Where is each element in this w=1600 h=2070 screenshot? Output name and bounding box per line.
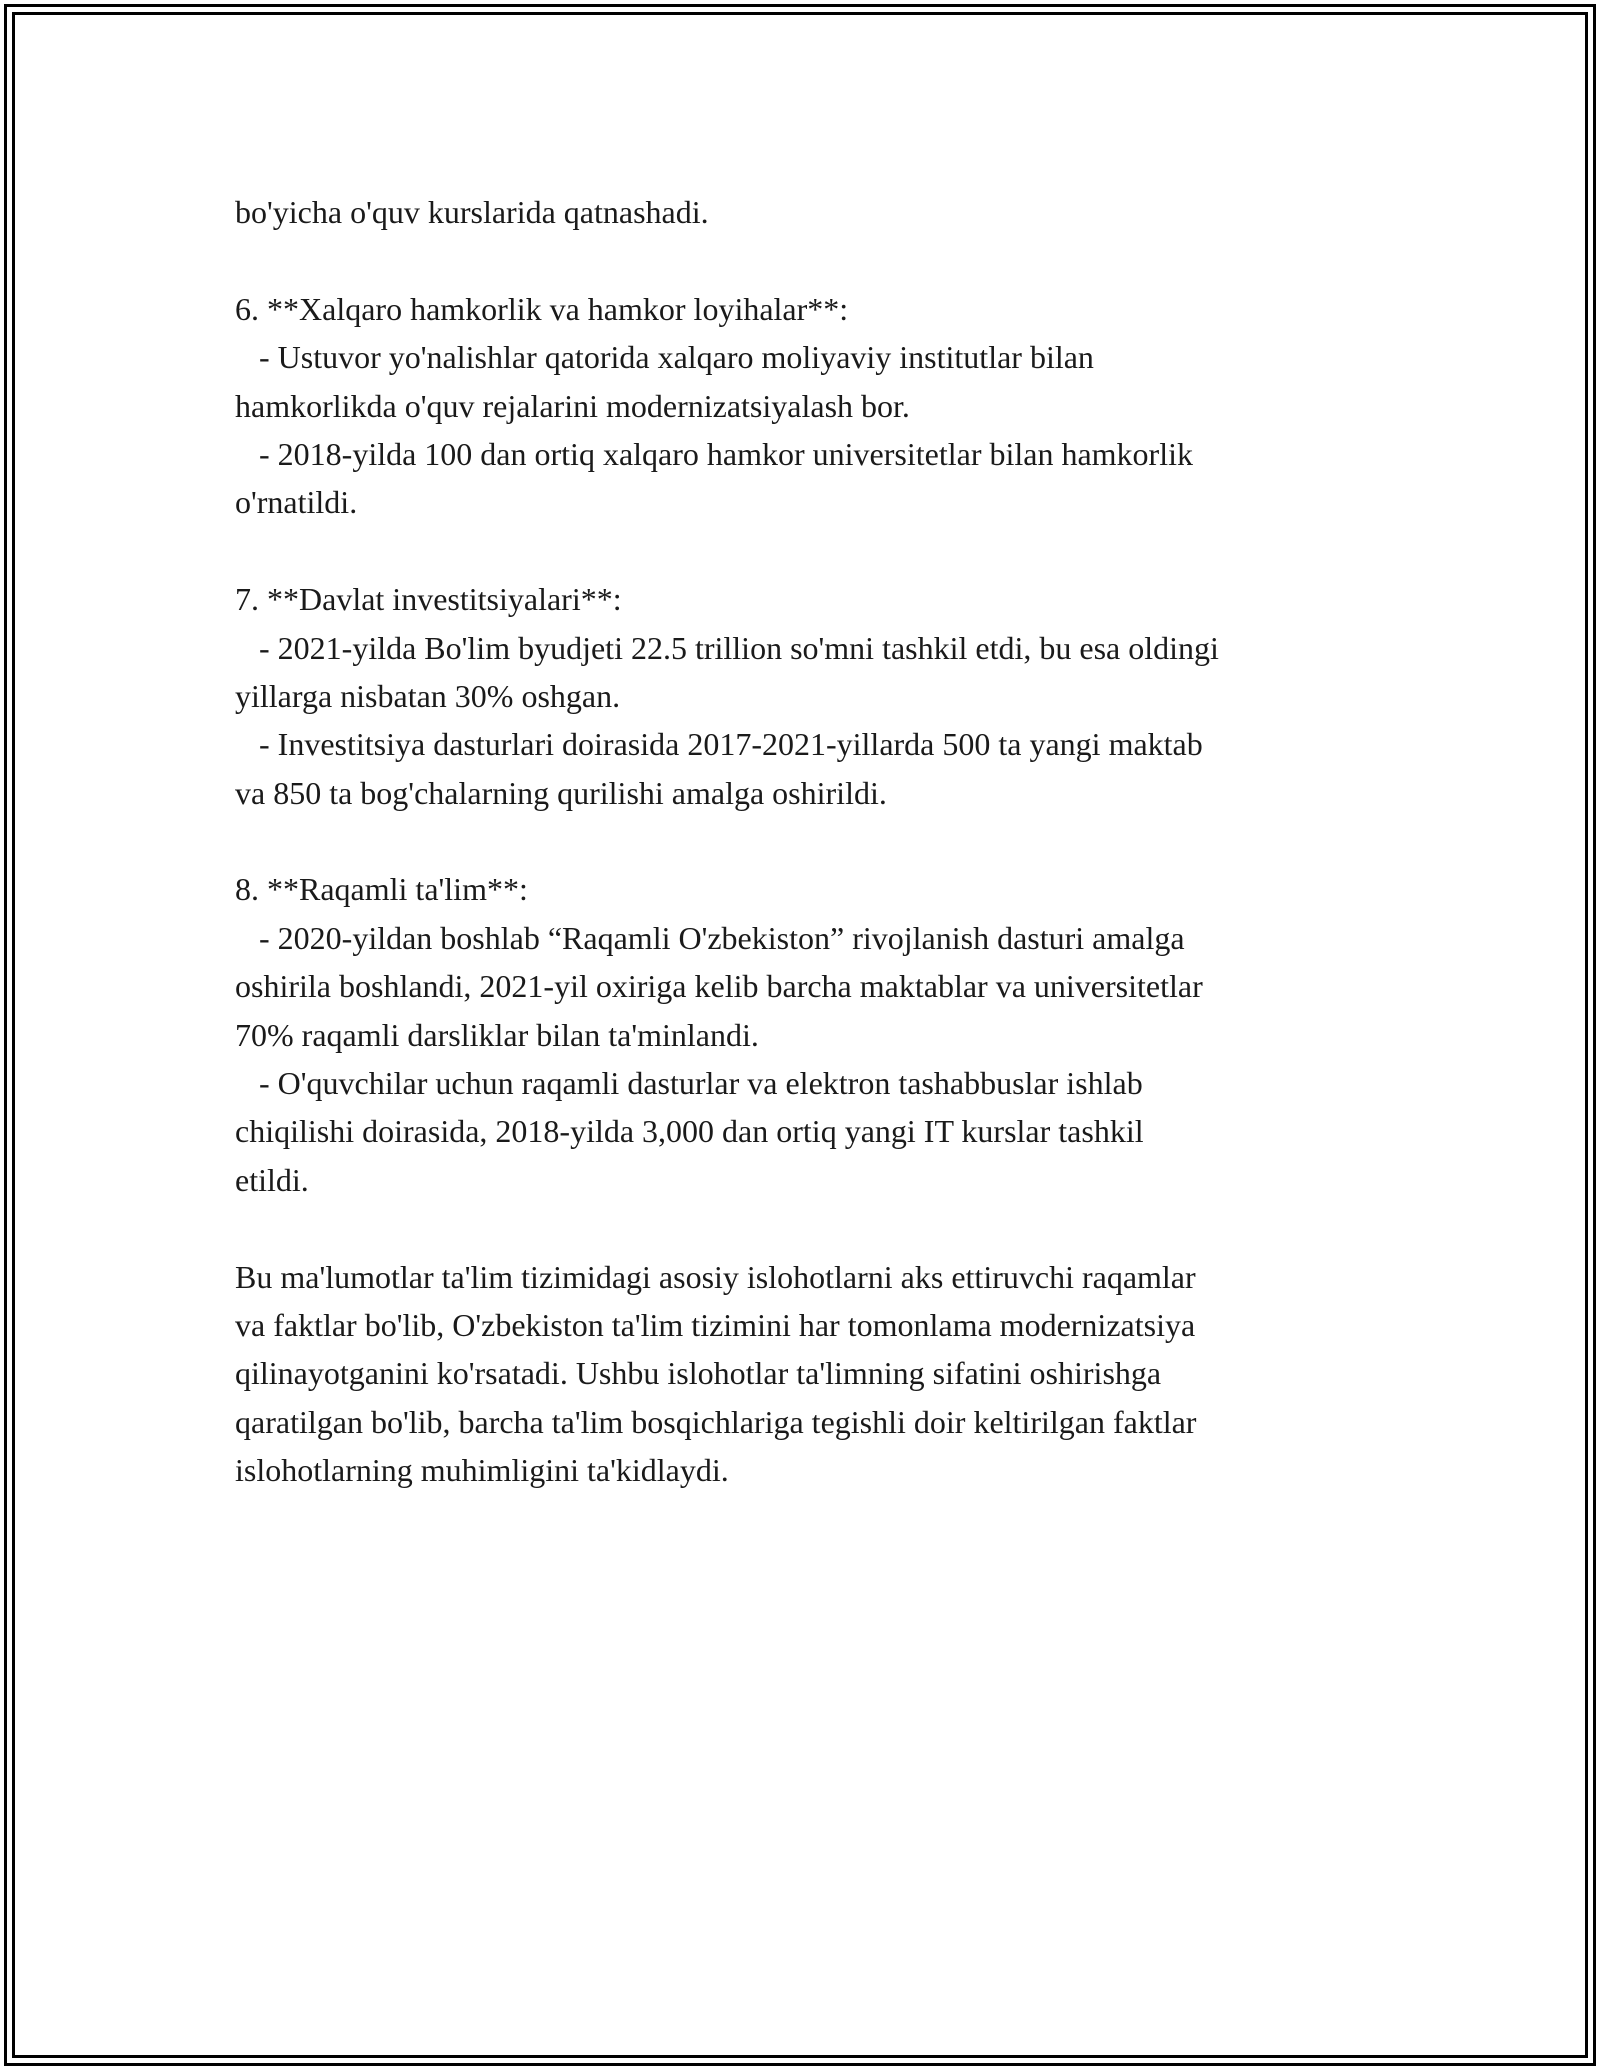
section-6-heading: 6. **Xalqaro hamkorlik va hamkor loyihalar**:: [235, 290, 849, 327]
section-8-line: - 2020-yildan boshlab “Raqamli O'zbekiston” rivojlanish dasturi amalga: [235, 919, 1185, 956]
conclusion-paragraph: [235, 1253, 1395, 1495]
section-7-line: yillarga nisbatan 30% oshgan.: [235, 677, 621, 714]
document-body: [235, 188, 1395, 1495]
spacer: [235, 1204, 1395, 1252]
section-8-line: - O'quvchilar uchun raqamli dasturlar va elektron tashabbuslar ishlab: [235, 1065, 1143, 1102]
section-7-line: - Investitsiya dasturlari doirasida 2017-2021-yillarda 500 ta yangi maktab: [235, 726, 1203, 763]
section-8-line: 70% raqamli darsliklar bilan ta'minlandi.: [235, 1016, 759, 1053]
conclusion-line: va faktlar bo'lib, O'zbekiston ta'lim tizimini har tomonlama modernizatsiya: [235, 1306, 1196, 1343]
section-7-line: va 850 ta bog'chalarning qurilishi amalga oshirildi.: [235, 774, 887, 811]
spacer: [235, 817, 1395, 865]
section-8-line: chiqilishi doirasida, 2018-yilda 3,000 dan ortiq yangi IT kurslar tashkil: [235, 1113, 1144, 1150]
section-8-line: oshirila boshlandi, 2021-yil oxiriga kelib barcha maktablar va universitetlar: [235, 968, 1203, 1005]
section-6: [235, 285, 1395, 527]
section-8-line: etildi.: [235, 1161, 309, 1198]
section-7-line: - 2021-yilda Bo'lim byudjeti 22.5 trillion so'mni tashkil etdi, bu esa oldingi: [235, 629, 1219, 666]
intro-tail-line: bo'yicha o'quv kurslarida qatnashadi.: [235, 194, 709, 230]
section-7-heading: 7. **Davlat investitsiyalari**:: [235, 581, 622, 618]
spacer: [235, 236, 1395, 284]
section-6-line: o'rnatildi.: [235, 484, 358, 521]
section-8: [235, 865, 1395, 1204]
section-6-line: - Ustuvor yo'nalishlar qatorida xalqaro moliyaviy institutlar bilan: [235, 339, 1094, 376]
section-6-line: - 2018-yilda 100 dan ortiq xalqaro hamkor universitetlar bilan hamkorlik: [235, 435, 1193, 472]
spacer: [235, 527, 1395, 575]
conclusion-line: qaratilgan bo'lib, barcha ta'lim bosqichlariga tegishli doir keltirilgan faktlar: [235, 1403, 1197, 1440]
conclusion-line: islohotlarning muhimligini ta'kidlaydi.: [235, 1452, 729, 1489]
conclusion-line: qilinayotganini ko'rsatadi. Ushbu islohotlar ta'limning sifatini oshirishga: [235, 1355, 1162, 1392]
section-8-heading: 8. **Raqamli ta'lim**:: [235, 871, 528, 908]
section-7: [235, 575, 1395, 817]
conclusion-line: Bu ma'lumotlar ta'lim tizimidagi asosiy islohotlarni aks ettiruvchi raqamlar: [235, 1258, 1196, 1295]
section-6-line: hamkorlikda o'quv rejalarini modernizatsiyalash bor.: [235, 387, 910, 424]
